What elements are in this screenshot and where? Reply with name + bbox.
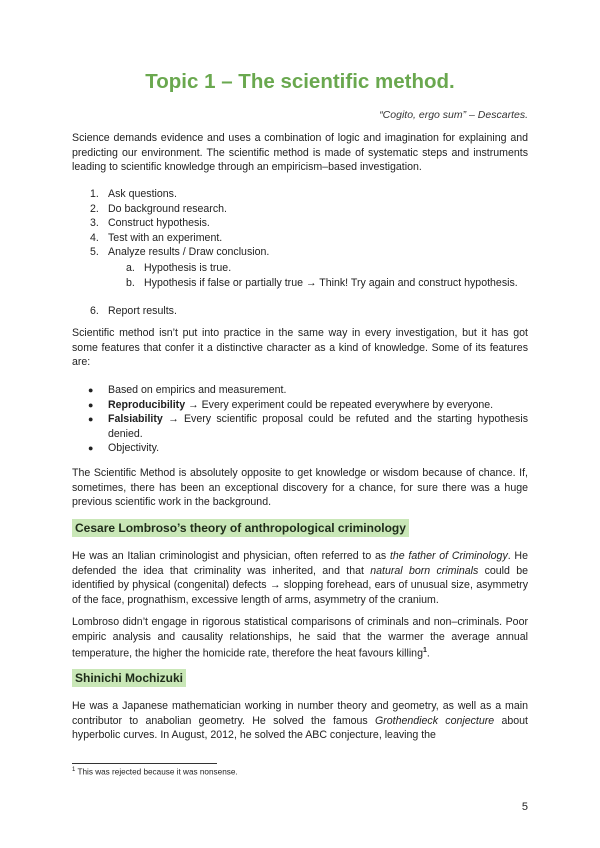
list-item: ● Based on empirics and measurement. (88, 384, 287, 396)
footnote: $^1$ This was rejected because it was nonsense. (72, 767, 238, 777)
list-item: 1. Ask questions. (90, 188, 177, 200)
list-item: b. Hypothesis if false or partially true → Think! Try again and construct hypothesis. (126, 276, 518, 289)
list-item: a. Hypothesis is true. (126, 262, 232, 274)
features-intro-paragraph: Scientific method isn’t put into practice in the same way in every investigation, but it has got some features that confer it a distinctive character as a kind of knowledge. Some of its features are: (72, 327, 528, 369)
lombroso-paragraph-1: He was an Italian criminologist and physician, often referred to as the father of Criminology. He defended the idea that criminality was inherited, and that natural born criminals could be identified by physical (congenital) defects → slopping forehead, ears of unusual size, asymmetry of the face, prognathism, excessive length of arms, asymmetry of the cranium. (72, 550, 529, 606)
intro-paragraph: Science demands evidence and uses a combination of logic and imagination for explaining and predicting our environment. The scientific method is made of systematic steps and instruments leading to scientific knowledge through an empiricism–based investigation. (72, 132, 528, 174)
lombroso-paragraph-2: Lombroso didn’t engage in rigorous statistical comparisons of criminals and non–criminals. Poor empiric analysis and causality relationships, he said that the warmer the average annual temperature, the higher the homicide rate, therefore the heat favours killing$^1$. (72, 616, 528, 660)
bullet-icon: ● (88, 399, 94, 410)
steps-list (72, 187, 528, 260)
substeps-list (72, 261, 528, 290)
mochizuki-heading: Shinichi Mochizuki (72, 669, 186, 687)
mochizuki-paragraph: He was a Japanese mathematician working in number theory and geometry, as well as a main contributor to anabolian geometry. He solved the famous Grothendieck conjecture about hyperbolic curves. In August, 2012, he solved the ABC conjecture, leaving the (72, 700, 528, 742)
list-item: 5. Analyze results / Draw conclusion. (90, 246, 270, 259)
list-item: ● Falsiability → Every scientific proposal could be refuted and the starting hypothesis denied. (88, 413, 528, 440)
list-item: 4. Test with an experiment. (90, 231, 223, 244)
list-item: 3. Construct hypothesis. (90, 217, 210, 230)
bullet-icon: ● (88, 443, 94, 454)
list-item: 2. Do background research. (90, 202, 227, 215)
page-number: 5 (521, 801, 528, 813)
page-title: Topic 1 – The scientific method. (145, 70, 455, 93)
bullet-icon: ● (88, 385, 94, 395)
list-item: ● Objectivity. (88, 442, 160, 455)
epigraph-quote: “Cogito, ergo sum” – Descartes. (379, 109, 528, 121)
method-paragraph: The Scientific Method is absolutely opposite to get knowledge or wisdom because of chance. If, sometimes, there has been an exceptional discovery for a chance, for sure there was a huge previous scientific work in the background. (72, 467, 528, 509)
footnote-ref[interactable]: 1 (422, 647, 427, 655)
bullet-icon: ● (88, 414, 94, 425)
footnote-divider (72, 763, 217, 764)
list-item: 6. Report results. (90, 305, 177, 317)
steps-list-end (72, 304, 528, 319)
lombroso-heading: Cesare Lombroso’s theory of anthropological criminology (72, 519, 409, 537)
list-item: ● Reproducibility → Every experiment could be repeated everywhere by everyone. (88, 398, 494, 411)
features-list (72, 383, 528, 456)
